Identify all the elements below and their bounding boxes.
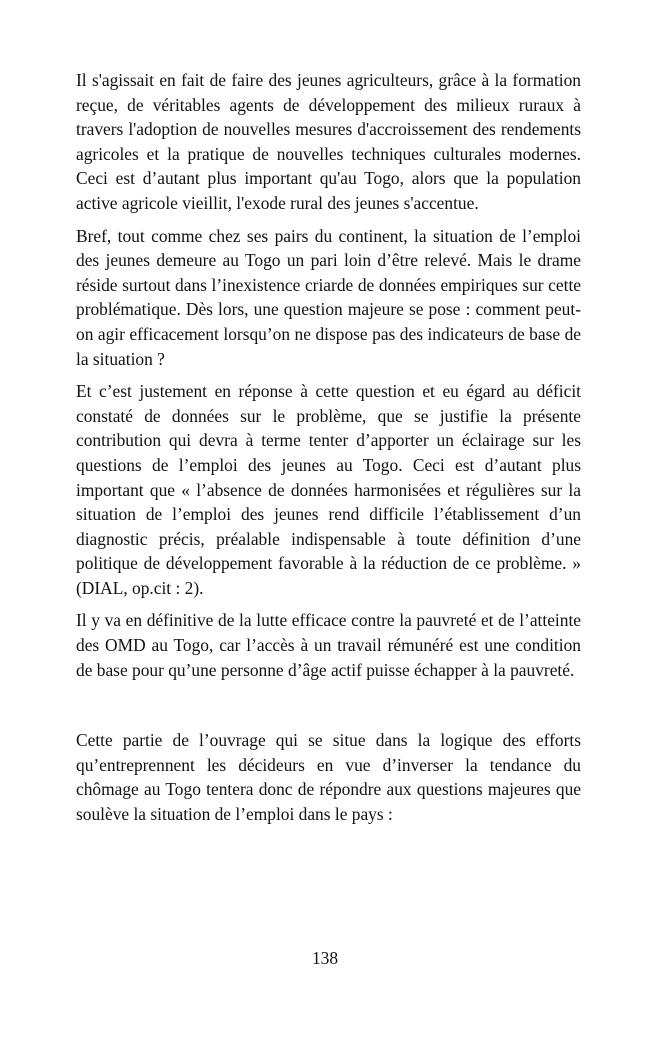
paragraph-5: Cette partie de l’ouvrage qui se situe dans la logique des efforts qu’entreprennent les décideurs en vue d’inverser la tendance du chômage au Togo tentera donc de répondre aux questions majeures que soulève la situation de l’emploi dans le pays : xyxy=(76,730,581,825)
paragraph-4: Il y va en définitive de la lutte efficace contre la pauvreté et de l’atteinte des OMD au Togo, car l’accès à un travail rémunéré est une condition de base pour qu’une personne d’âge actif puisse échapper à la pauvreté. xyxy=(76,610,581,680)
paragraph-2: Bref, tout comme chez ses pairs du continent, la situation de l’emploi des jeunes demeure au Togo un pari loin d’être relevé. Mais le drame réside surtout dans l’inexistence criarde de données empiriques sur cette problématique. Dès lors, une question majeure se pose : comment peut-on agir efficacement lorsqu’on ne dispose pas des indicateurs de base de la situation ? xyxy=(76,225,581,369)
paragraph-3: Et c’est justement en réponse à cette question et eu égard au déficit constaté de données sur le problème, que se justifie la présente contribution qui devra à terme tenter d’apporter un éclairage sur les questions de l’emploi des jeunes au Togo. Ceci est d’autant plus important que « l’absence de données harmonisées et régulières sur la situation de l’emploi des jeunes rend difficile l’établissement d’un diagnostic précis, préalable indispensable à toute définition d’une politique de développement favorable à la réduction de ce problème. » (DIAL, op.cit : 2). xyxy=(76,381,581,598)
page-body xyxy=(76,68,581,835)
paragraph-1: Il s'agissait en fait de faire des jeunes agriculteurs, grâce à la formation reçue, de véritables agents de développement des milieux ruraux à travers l'adoption de nouvelles mesures d'accroissement des rendements agricoles et la pratique de nouvelles techniques culturales modernes. Ceci est d’autant plus important qu'au Togo, alors que la population active agricole vieillit, l'exode rural des jeunes s'accentue. xyxy=(76,70,581,213)
page-number: 138 xyxy=(311,948,339,968)
